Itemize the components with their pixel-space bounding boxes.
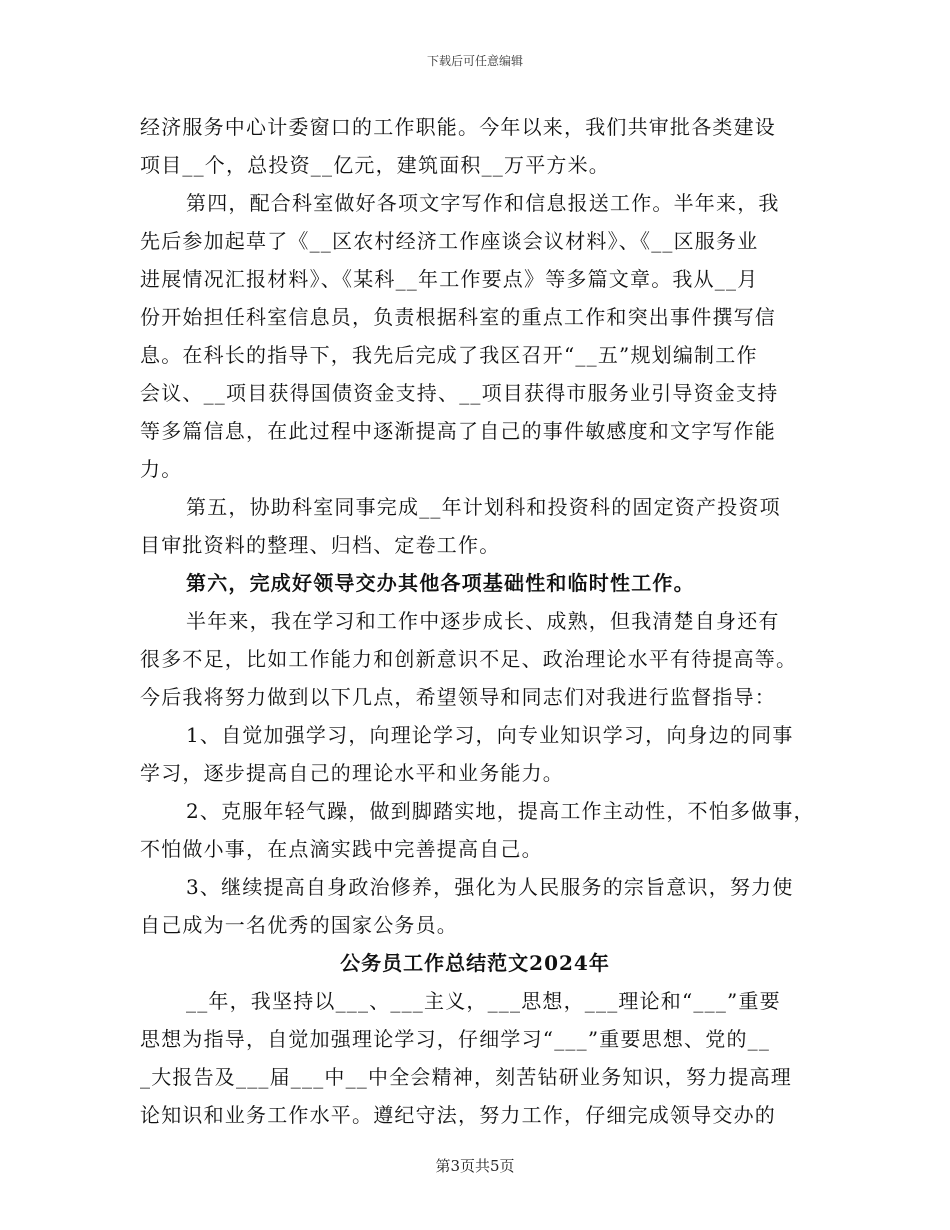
paragraph-line: 第五，协助科室同事完成__年计划科和投资科的固定资产投资项 (186, 495, 781, 519)
paragraph-line: 论知识和业务工作水平。遵纪守法，努力工作，仔细完成领导交办的 (140, 1103, 776, 1127)
paragraph-line: 学习，逐步提高自己的理论水平和业务能力。 (140, 761, 564, 785)
paragraph-line: 进展情况汇报材料》、《某科__年工作要点》等多篇文章。我从__月 (140, 267, 759, 291)
section-title: 公务员工作总结范文2024年 (340, 951, 610, 975)
paragraph-line: _大报告及___届___中__中全会精神，刻苦钻研业务知识，努力提高理 (140, 1065, 792, 1089)
paragraph-line: 很多不足，比如工作能力和创新意识不足、政治理论水平有待提高等。 (140, 647, 798, 671)
paragraph-line: 第四，配合科室做好各项文字写作和信息报送工作。半年来，我 (186, 191, 780, 215)
paragraph-line: 力。 (140, 457, 183, 481)
paragraph-line: 自己成为一名优秀的国家公务员。 (140, 913, 458, 937)
paragraph-line: 息。在科长的指导下，我先后完成了我区召开“__五”规划编制工作 (140, 343, 758, 367)
paragraph-line: 目审批资料的整理、归档、定卷工作。 (140, 533, 501, 557)
paragraph-line: 份开始担任科室信息员，负责根据科室的重点工作和突出事件撰写信 (140, 305, 776, 329)
paragraph-line: 等多篇信息，在此过程中逐渐提高了自己的事件敏感度和文字写作能 (140, 419, 776, 443)
paragraph-line: 思想为指导，自觉加强理论学习，仔细学习“___”重要思想、党的__ (140, 1027, 771, 1051)
page-header: 下载后可任意编辑 (426, 54, 523, 68)
page-footer: 第3页共5页 (435, 1157, 515, 1175)
paragraph-line: 经济服务中心计委窗口的工作职能。今年以来，我们共审批各类建设 (140, 115, 776, 139)
bold-heading-line: 第六，完成好领导交办其他各项基础性和临时性工作。 (186, 571, 695, 595)
paragraph-line: 1、自觉加强学习，向理论学习，向专业知识学习，向身边的同事 (186, 723, 794, 747)
paragraph-line: 2、克服年轻气躁，做到脚踏实地，提高工作主动性，不怕多做事， (186, 799, 815, 823)
paragraph-line: 先后参加起草了《__区农村经济工作座谈会议材料》、《__区服务业 (140, 229, 759, 253)
paragraph-line: 会议、__项目获得国债资金支持、__项目获得市服务业引导资金支持 (140, 381, 779, 405)
paragraph-line: 今后我将努力做到以下几点，希望领导和同志们对我进行监督指导： (140, 685, 776, 709)
paragraph-line: 半年来，我在学习和工作中逐步成长、成熟，但我清楚自身还有 (186, 609, 780, 633)
paragraph-line: 不怕做小事，在点滴实践中完善提高自己。 (140, 837, 543, 861)
paragraph-line: __年，我坚持以___、___主义，___思想，___理论和“___”重要 (186, 989, 781, 1013)
paragraph-line: 项目__个，总投资__亿元，建筑面积__万平方米。 (140, 153, 610, 177)
paragraph-line: 3、继续提高自身政治修养，强化为人民服务的宗旨意识，努力使 (186, 875, 794, 899)
